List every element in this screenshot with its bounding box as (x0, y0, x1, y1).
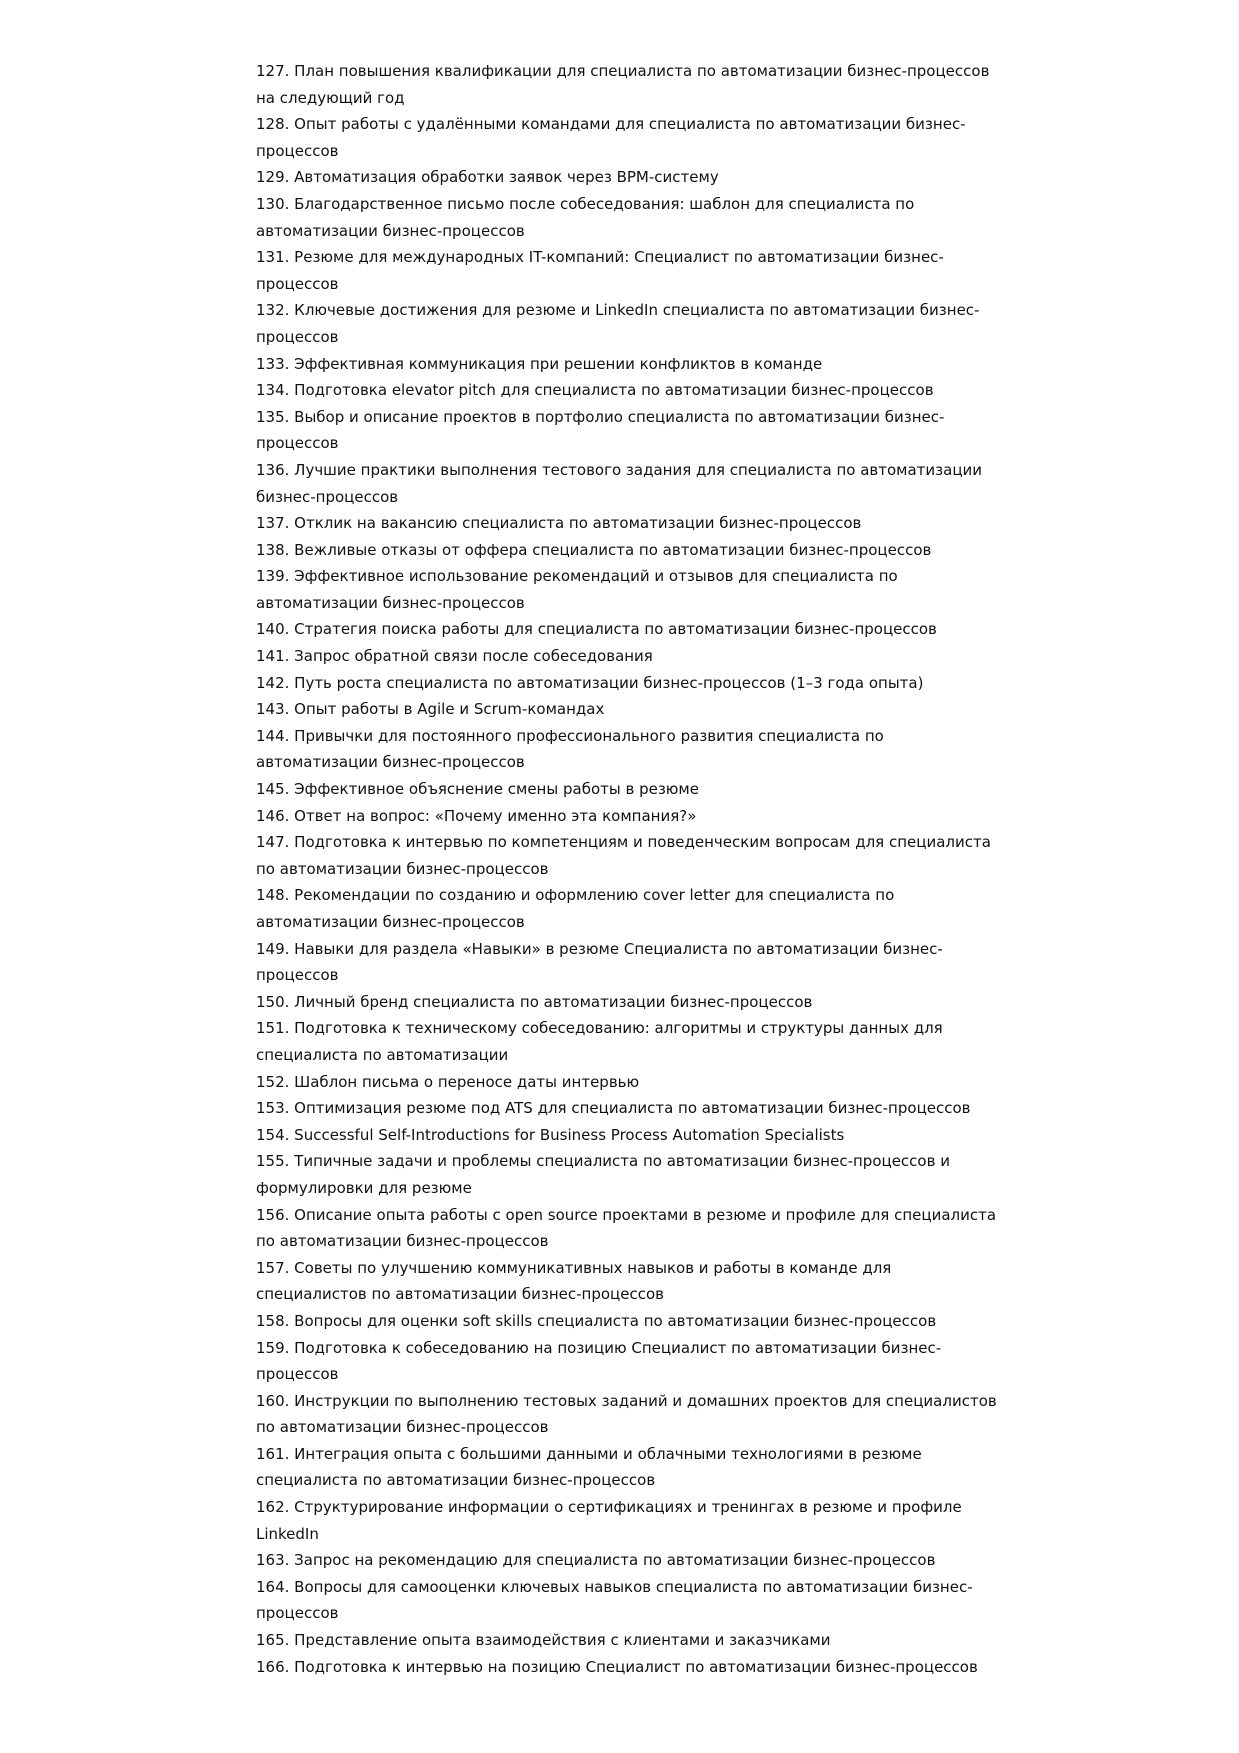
list-item-135[interactable]: 135. Выбор и описание проектов в портфолио специалиста по автоматизации бизнес-процессов (256, 407, 945, 453)
list-item-147[interactable]: 147. Подготовка к интервью по компетенциям и поведенческим вопросам для специалиста по автоматизации бизнес-процессов (256, 833, 991, 878)
list-item-142[interactable]: 142. Путь роста специалиста по автоматизации бизнес-процессов (1–3 года опыта) (256, 673, 924, 692)
article-list (256, 58, 998, 1680)
list-item-140[interactable]: 140. Стратегия поиска работы для специалиста по автоматизации бизнес-процессов (256, 620, 937, 639)
list-item-163[interactable]: 163. Запрос на рекомендацию для специалиста по автоматизации бизнес-процессов (256, 1551, 936, 1570)
list-item-148[interactable]: 148. Рекомендации по созданию и оформлению cover letter для специалиста по автоматизации бизнес-процессов (256, 886, 895, 931)
list-item-146[interactable]: 146. Ответ на вопрос: «Почему именно эта компания?» (256, 806, 697, 825)
list-item-161[interactable]: 161. Интеграция опыта с большими данными и облачными технологиями в резюме специалиста по автоматизации бизнес-процессов (256, 1444, 922, 1490)
list-item-162[interactable]: 162. Структурирование информации о сертификациях и тренингах в резюме и профиле LinkedIn (256, 1498, 962, 1543)
list-item-155[interactable]: 155. Типичные задачи и проблемы специалиста по автоматизации бизнес-процессов и формулировки для резюме (256, 1152, 950, 1197)
list-item-130[interactable]: 130. Благодарственное письмо после собеседования: шаблон для специалиста по автоматизации бизнес-процессов (256, 194, 915, 240)
list-item-143[interactable]: 143. Опыт работы в Agile и Scrum-командах (256, 700, 605, 719)
list-item-153[interactable]: 153. Оптимизация резюме под ATS для специалиста по автоматизации бизнес-процессов (256, 1099, 971, 1118)
list-item-165[interactable]: 165. Представление опыта взаимодействия с клиентами и заказчиками (256, 1631, 831, 1650)
list-item-137[interactable]: 137. Отклик на вакансию специалиста по автоматизации бизнес-процессов (256, 514, 862, 533)
list-item-144[interactable]: 144. Привычки для постоянного профессионального развития специалиста по автоматизации бизнес-процессов (256, 726, 884, 772)
list-item-132[interactable]: 132. Ключевые достижения для резюме и LinkedIn специалиста по автоматизации бизнес-процессов (256, 301, 980, 346)
list-item-156[interactable]: 156. Описание опыта работы с open source проектами в резюме и профиле для специалиста по автоматизации бизнес-процессов (256, 1205, 997, 1251)
list-item-152[interactable]: 152. Шаблон письма о переносе даты интервью (256, 1072, 640, 1091)
list-item-134[interactable]: 134. Подготовка elevator pitch для специалиста по автоматизации бизнес-процессов (256, 381, 934, 400)
list-item-128[interactable]: 128. Опыт работы с удалёнными командами для специалиста по автоматизации бизнес-процессов (256, 115, 966, 160)
list-item-136[interactable]: 136. Лучшие практики выполнения тестового задания для специалиста по автоматизации бизнес-процессов (256, 460, 983, 506)
list-item-127[interactable]: 127. План повышения квалификации для специалиста по автоматизации бизнес-процессов на следующий год (256, 62, 990, 107)
list-item-150[interactable]: 150. Личный бренд специалиста по автоматизации бизнес-процессов (256, 992, 813, 1011)
list-item-166[interactable]: 166. Подготовка к интервью на позицию Специалист по автоматизации бизнес-процессов (256, 1657, 978, 1676)
list-item-151[interactable]: 151. Подготовка к техническому собеседованию: алгоритмы и структуры данных для специалиста по автоматизации (256, 1019, 943, 1064)
list-item-149[interactable]: 149. Навыки для раздела «Навыки» в резюме Специалиста по автоматизации бизнес-процессов (256, 939, 943, 985)
list-item-139[interactable]: 139. Эффективное использование рекомендаций и отзывов для специалиста по автоматизации бизнес-процессов (256, 567, 898, 612)
list-item-154[interactable]: 154. Successful Self-Introductions for Business Process Automation Specialists (256, 1125, 845, 1144)
list-item-138[interactable]: 138. Вежливые отказы от оффера специалиста по автоматизации бизнес-процессов (256, 540, 932, 559)
list-item-157[interactable]: 157. Советы по улучшению коммуникативных навыков и работы в команде для специалистов по автоматизации бизнес-процессов (256, 1258, 892, 1304)
list-item-164[interactable]: 164. Вопросы для самооценки ключевых навыков специалиста по автоматизации бизнес-процессов (256, 1577, 973, 1623)
list-item-160[interactable]: 160. Инструкции по выполнению тестовых заданий и домашних проектов для специалистов по автоматизации бизнес-процессов (256, 1391, 997, 1437)
list-item-141[interactable]: 141. Запрос обратной связи после собеседования (256, 647, 653, 666)
list-item-133[interactable]: 133. Эффективная коммуникация при решении конфликтов в команде (256, 354, 823, 373)
list-item-131[interactable]: 131. Резюме для международных IT-компаний: Специалист по автоматизации бизнес-процессов (256, 248, 944, 293)
list-item-158[interactable]: 158. Вопросы для оценки soft skills специалиста по автоматизации бизнес-процессов (256, 1311, 937, 1330)
list-item-159[interactable]: 159. Подготовка к собеседованию на позицию Специалист по автоматизации бизнес-процессов (256, 1338, 942, 1384)
list-item-129[interactable]: 129. Автоматизация обработки заявок через BPM-систему (256, 168, 719, 187)
list-item-145[interactable]: 145. Эффективное объяснение смены работы в резюме (256, 780, 699, 799)
